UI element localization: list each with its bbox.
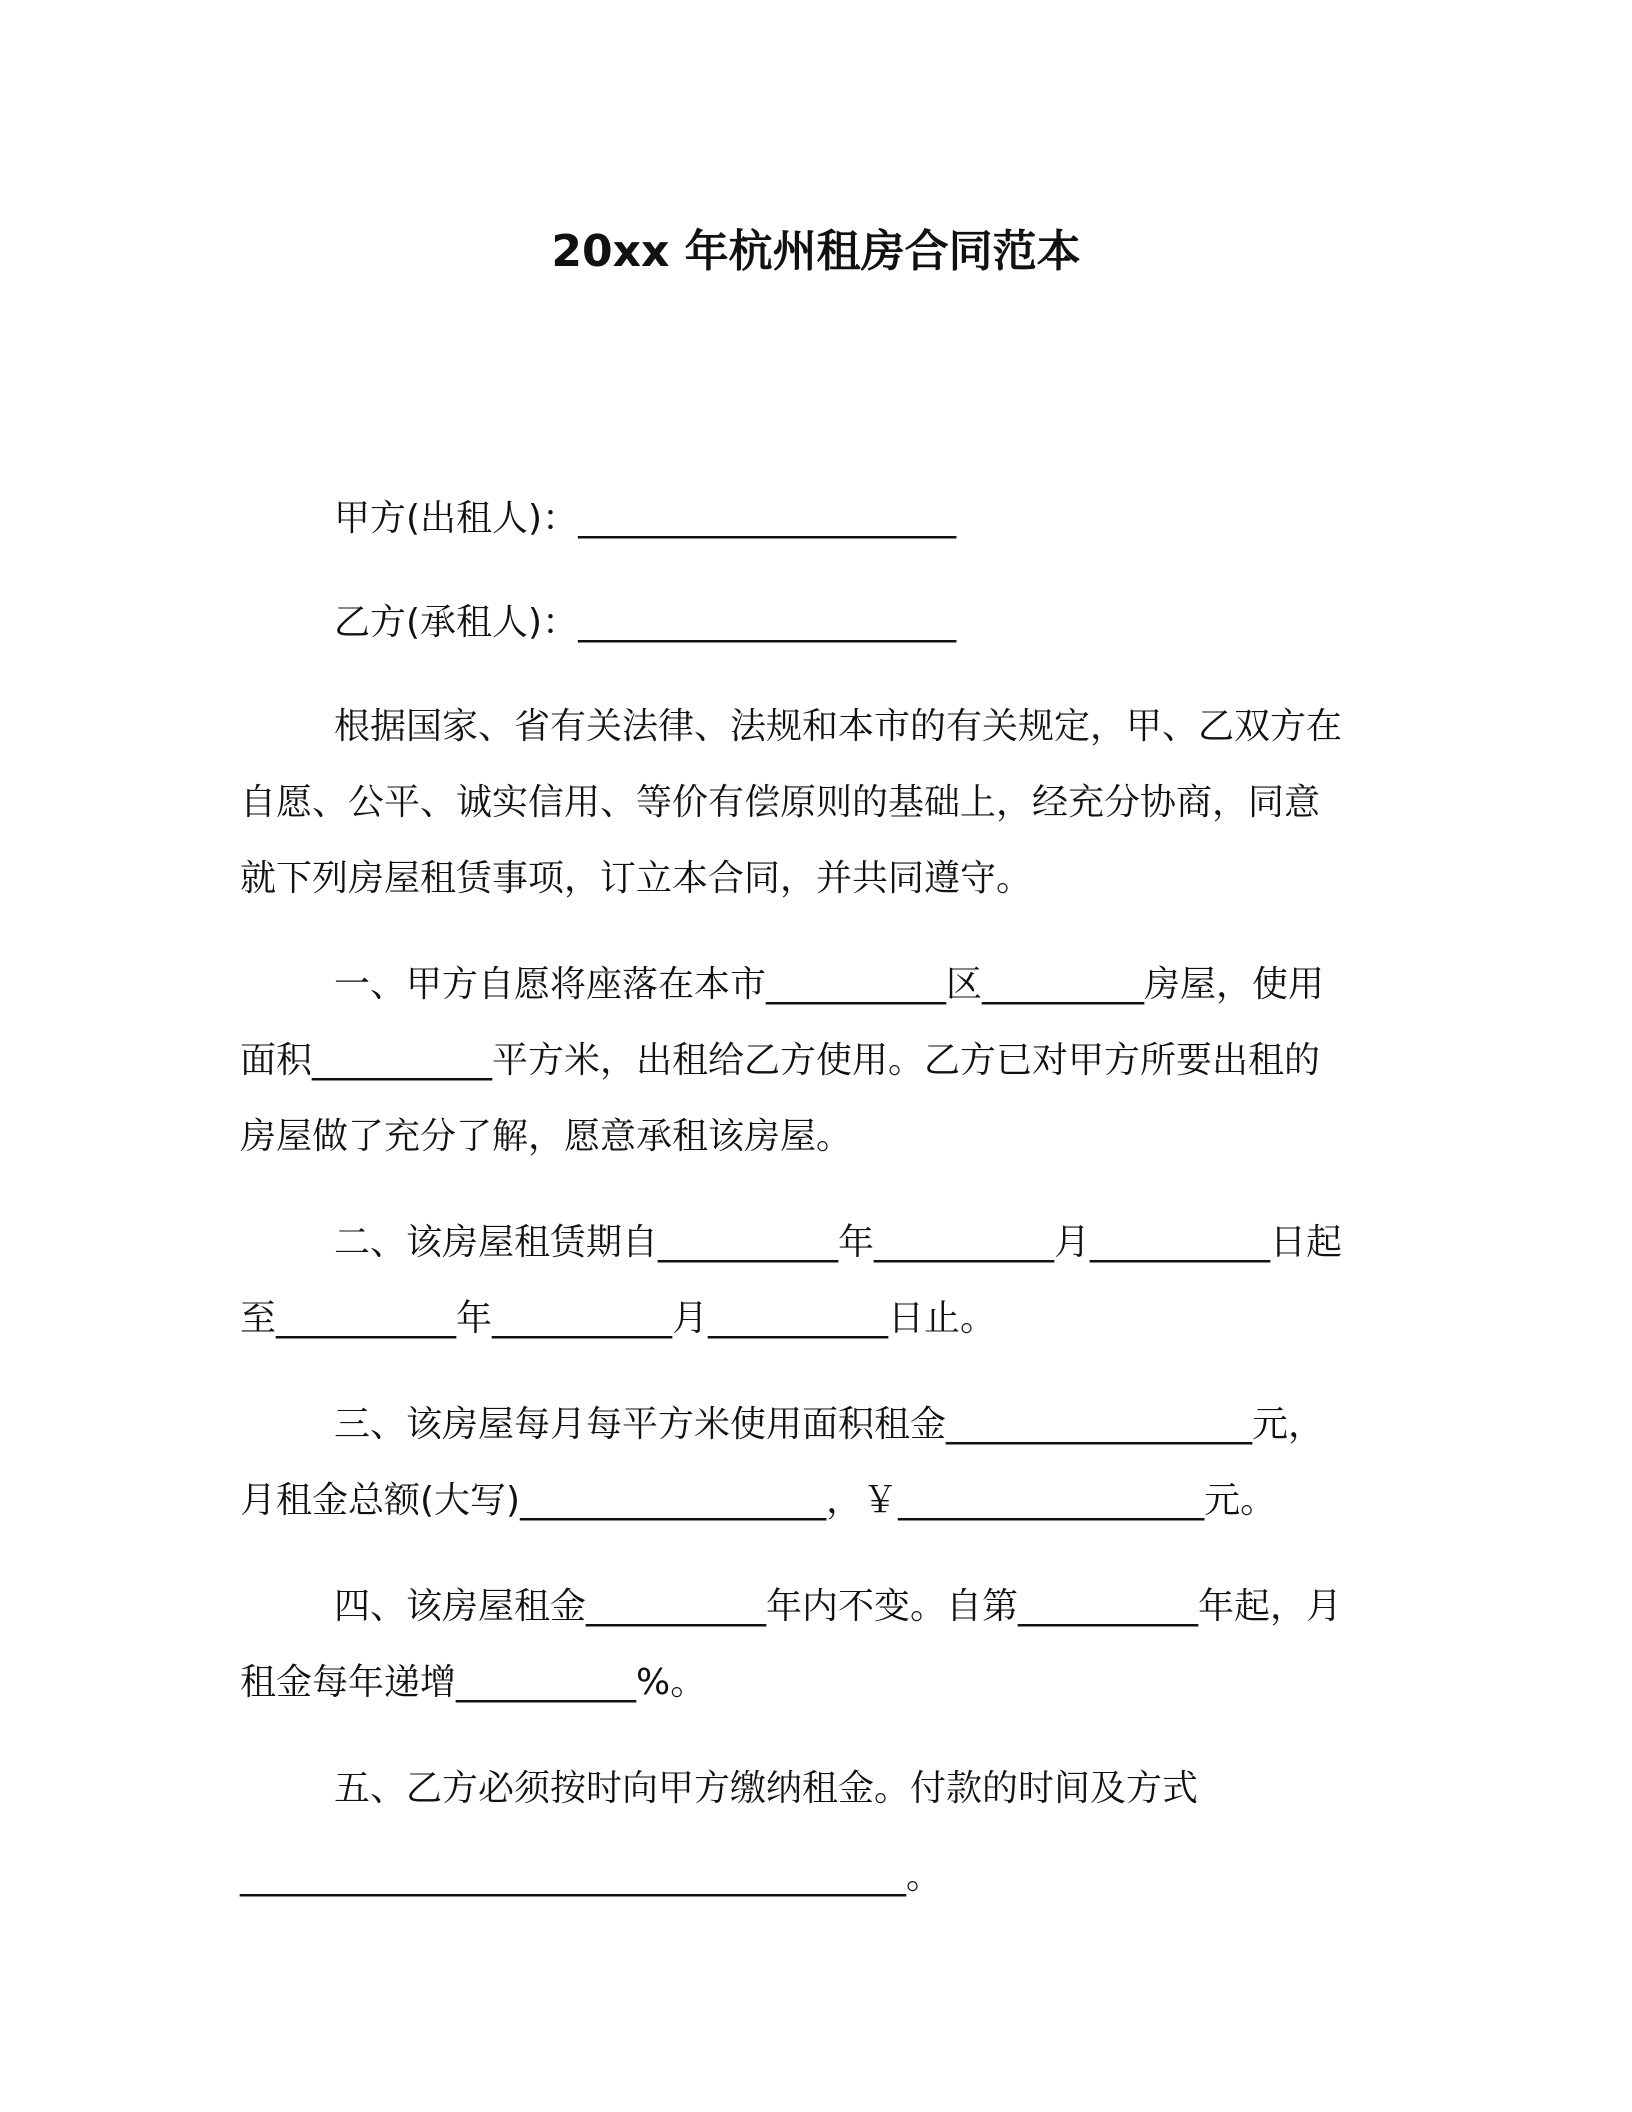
clause-4-line-2: 租金每年递增__________%。 (240, 1662, 707, 1703)
clause-1-line-3: 房屋做了充分了解，愿意承租该房屋。 (240, 1116, 853, 1157)
clause-1-line-2: 面积__________平方米，出租给乙方使用。乙方已对甲方所要出租的 (240, 1040, 1321, 1081)
preamble-line-2: 自愿、公平、诚实信用、等价有偿原则的基础上，经充分协商，同意 (240, 782, 1321, 823)
clause-2-line-1: 二、该房屋租赁期自__________年__________月__________日起 (334, 1222, 1343, 1263)
document-title: 20xx 年杭州租房合同范本 (551, 226, 1081, 277)
clause-2-line-2: 至__________年__________月__________日止。 (240, 1298, 997, 1339)
clause-3-line-1: 三、该房屋每月每平方米使用面积租金_________________元， (334, 1404, 1325, 1445)
party-a-line: 甲方(出租人)：_____________________ (334, 498, 957, 539)
clause-1-line-1: 一、甲方自愿将座落在本市__________区_________房屋，使用 (334, 964, 1325, 1005)
clause-5-line-2: _____________________________________。 (240, 1856, 942, 1897)
clause-4-line-1: 四、该房屋租金__________年内不变。自第__________年起，月 (334, 1586, 1343, 1627)
party-b-line: 乙方(承租人)：_____________________ (334, 602, 957, 643)
clause-5-line-1: 五、乙方必须按时向甲方缴纳租金。付款的时间及方式 (334, 1768, 1199, 1809)
preamble-line-3: 就下列房屋租赁事项，订立本合同，并共同遵守。 (240, 858, 1033, 899)
preamble-line-1: 根据国家、省有关法律、法规和本市的有关规定，甲、乙双方在 (334, 706, 1343, 747)
clause-3-line-2: 月租金总额(大写)_________________，￥_________________元。 (240, 1480, 1277, 1521)
